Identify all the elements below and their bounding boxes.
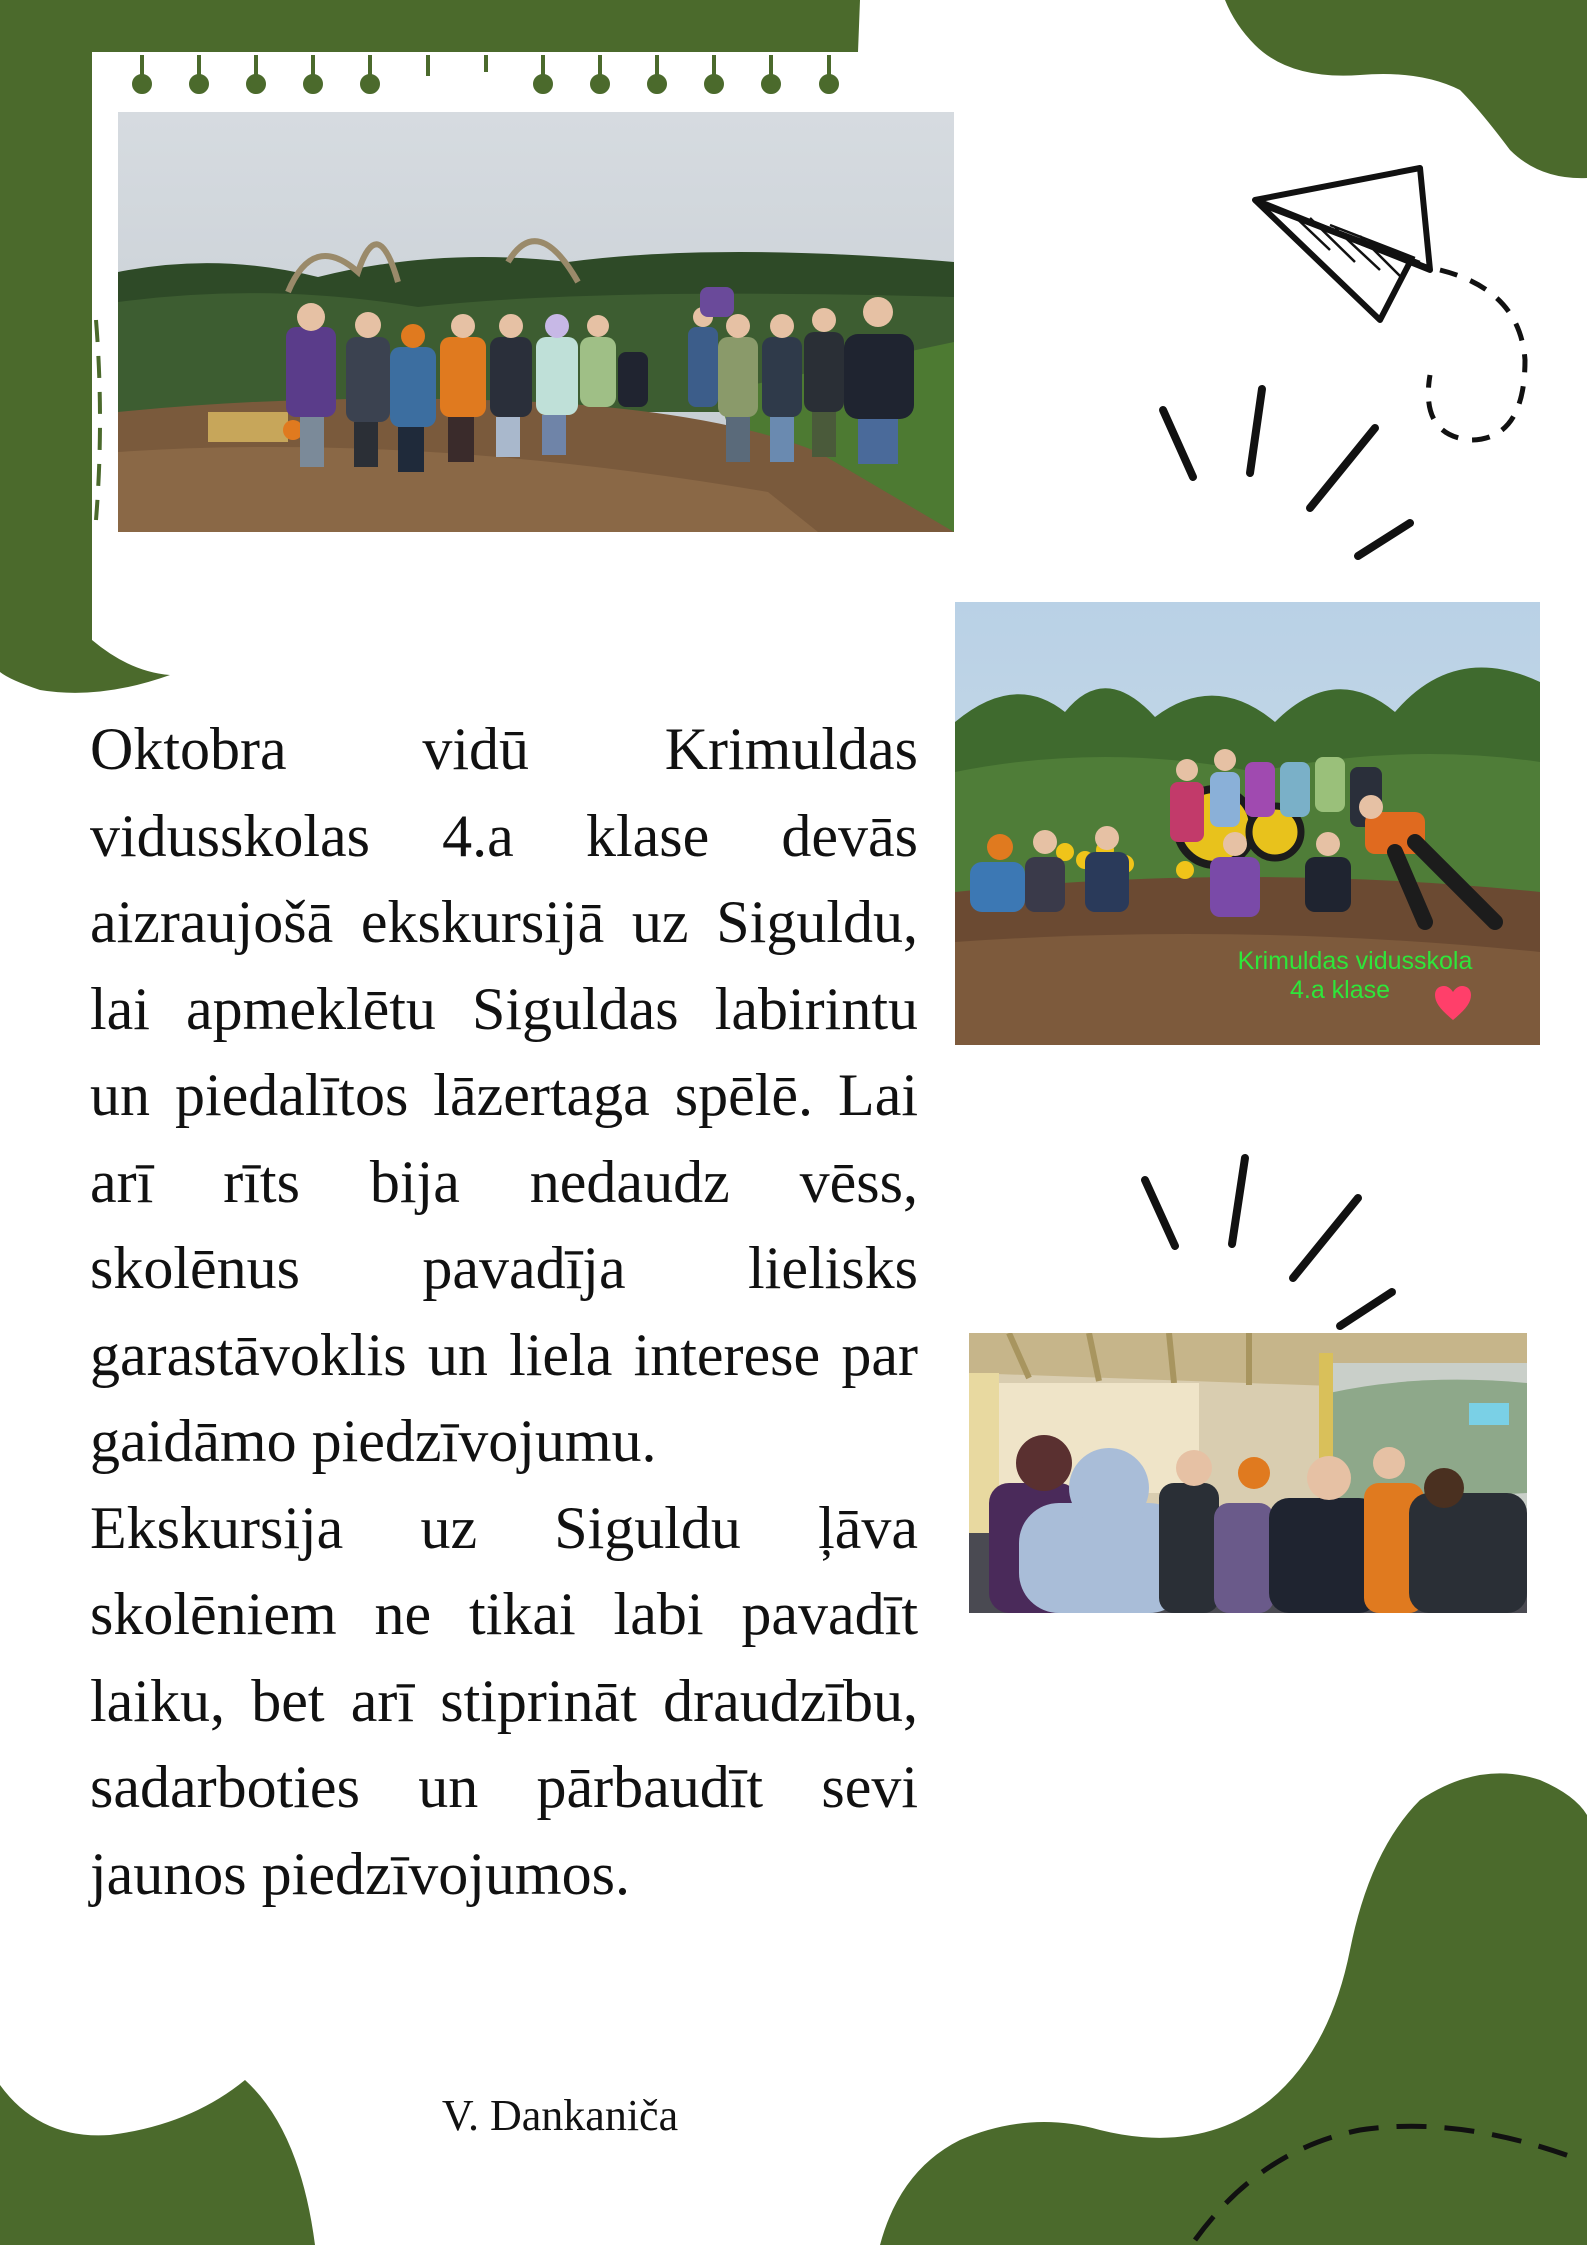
photo-group-on-tractor xyxy=(955,602,1540,1045)
bottom-left-green-blob xyxy=(0,2080,315,2245)
photo-group-at-maze xyxy=(118,112,954,532)
paper-plane-trail xyxy=(1428,270,1525,440)
article-author: V. Dankaniča xyxy=(441,2091,679,2140)
heart-icon xyxy=(1433,984,1473,1022)
top-right-green-blob xyxy=(1225,0,1587,178)
burst-lines-icon-lower xyxy=(1145,1158,1392,1326)
article-paragraph-1: Oktobra vidū Krimuldas vidusskolas 4.a klase devās aizraujošā ekskursijā uz Siguldu, lai apmeklētu Siguldas labirintu un piedalītos lāzertaga spēlē. Lai arī rīts bija nedaudz vēss, skolēnus pavadīja lielisks garastāvoklis un liela interese par gaidāmo piedzīvojumu. xyxy=(90,716,918,1474)
photo-caption-line-2: 4.a klase xyxy=(1289,976,1391,1004)
photo-caption-line-1: Krimuldas vidusskola xyxy=(1237,947,1473,975)
burst-lines-icon xyxy=(1163,389,1410,556)
article-paragraph-2: Ekskursija uz Siguldu ļāva skolēniem ne tikai labi pavadīt laiku, bet arī stiprināt draudzību, sadarboties un pārbaudīt sevi jaunos piedzīvojumos. xyxy=(90,1494,918,1907)
bottom-right-green-blob xyxy=(880,1773,1587,2245)
paper-plane-icon xyxy=(1255,168,1430,320)
article-body xyxy=(90,706,918,1917)
photo-group-in-shelter xyxy=(969,1333,1527,1613)
